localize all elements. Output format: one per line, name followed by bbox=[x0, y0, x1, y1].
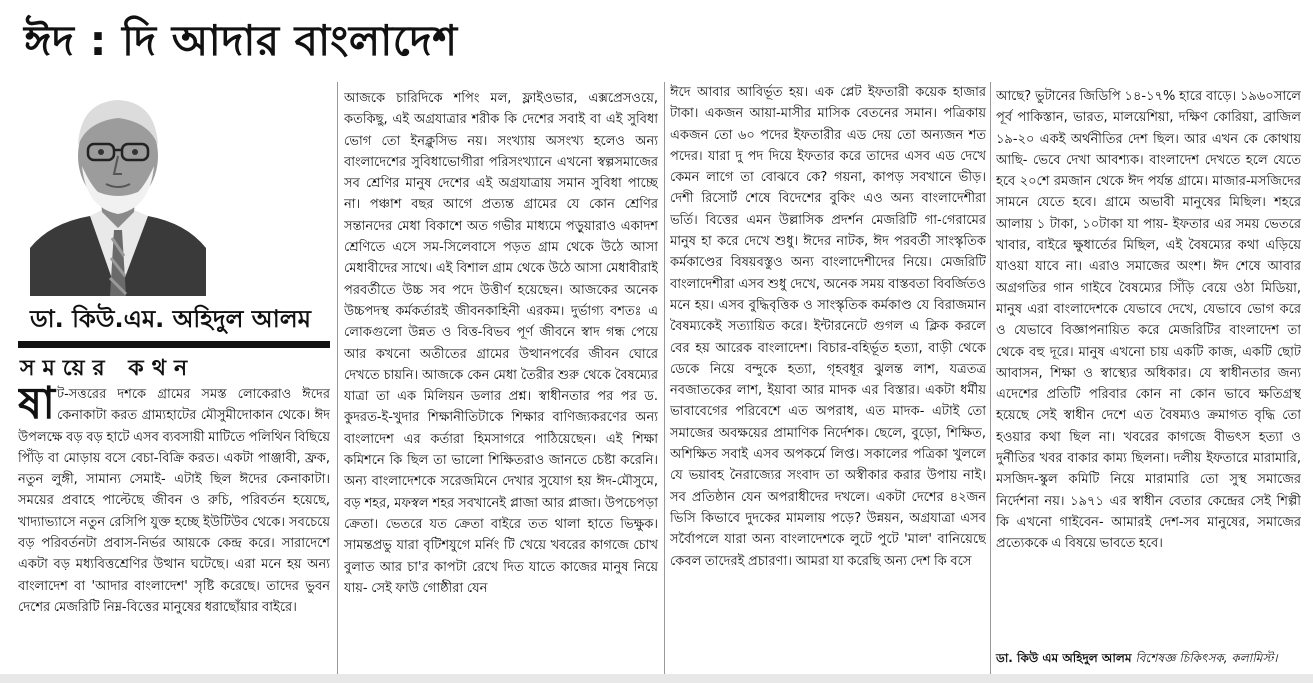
author-name: ডা. কিউ.এম. অহিদুল আলম bbox=[30, 305, 311, 333]
author-photo bbox=[30, 88, 206, 296]
column-4-text: আছে? ভুটানের জিডিপি ১৪-১৭% হারে বাড়ে। ১৯৬০সালে পূর্ব পাকিস্তান, ভারত, মালয়েশিয়া, দক্ষিণ কোরিয়া, ব্রাজিল ১৯-২০ একই অর্থনীতির দেশ ছিল। আর এখন কে কোথায় আছি- ভেবে দেখা আবশ্যক। বাংলাদেশ দেখতে হলে যেতে হবে ২০শে রমজান থেকে ঈদ পর্যন্ত গ্রামে। মাজার-মসজিদের সামনে যেতে হবে। গ্রামে অভাবী মানুষের মিছিল। শহরে আলায় ১ টাকা, ১০টাকা যা পায়- ইফতার এর সময় ভেতরে খাবার, বাইরে ক্ষুধার্তের মিছিল, এই বৈষম্যের কথা এড়িয়ে যাওয়া যাবে না। এরাও সমাজের অংশ। ঈদ শেষে আবার অগ্রগতির গান গাইবে বৈষম্যের সিঁড়ি বেয়ে ওঠা মিডিয়া, মানুষ এরা বাংলাদেশকে যেভাবে দেখে, যেভাবে ভোগ করে ও যেভাবে বিজ্ঞাপনায়িত করে মেজরিটির বাংলাদেশ তা থেকে বহু দূরে। মানুষ এখনো চায় একটি কাজ, একটি ছোট আবাসন, শিক্ষা ও স্বাস্থ্যের অধিকার। যে স্বাধীনতার জন্য এদেশের প্রতিটি পরিবার কোন না কোন ভাবে ক্ষতিগ্রস্থ হয়েছে সেই স্বাধীন দেশে এত বৈষম্যও ক্রমাগত বৃদ্ধি তো হওয়ার কথা ছিল না। খবরের কাগজে বীভৎস হত্যা ও দুর্নীতির খবর বাকার কাম্য ছিলনা। দলীয় ইফতারে মারামারি, মসজিদ-স্কুল কমিটি নিয়ে মারামারি তো সুস্থ সমাজের নির্দেশনা নয়। ১৯৭১ এর স্বাধীন বেতার কেন্দ্রের সেই শিল্পী কি এখনো গাইবেন- আমারই দেশ-সব মানুষের, সমাজের প্রত্যেককে এ বিষয়ে ভাবতে হবে। bbox=[996, 89, 1301, 552]
article-column-2 bbox=[344, 88, 658, 672]
column-name: সময়ের কথন bbox=[20, 356, 196, 381]
article-column-4 bbox=[996, 86, 1301, 552]
column-divider bbox=[990, 82, 991, 674]
headline: ঈদ : দি আদার বাংলাদেশ bbox=[24, 16, 458, 65]
column-1-text: ট-সত্তরের দশকে গ্রামের সমস্ত লোকেরাও ঈদের কেনাকাটা করত গ্রাম্যহাটের মৌসুমীদোকান থেকে। ঈদ উপলক্ষে বড় বড় হাটে এসব ব্যবসায়ী মাটিতে পলিথিন বিছিয়ে পিঁড়ি বা মোড়ায় বসে বেচা-বিক্রি করত। একটা পাঞ্জাবী, ফ্রক, নতুন লুঙ্গী, সামান্য সেমাই- এটাই ছিল ঈদের কেনাকাটা। সময়ের প্রবাহে পাল্টেছে জীবন ও রুচি, পরিবর্তন হয়েছে, খাদ্যাভ্যাসে নতুন রেসিপি যুক্ত হচ্ছে ইউটিউব থেকে। সবচেয়ে বড় পরিবর্তনটা প্রবাস-নির্ভর আয়কে কেন্দ্র করে। সারাদেশে একটা বড় মধ্যবিত্তশ্রেণির উত্থান ঘটেছে। এরা মনে হয় অন্য বাংলাদেশ বা 'আদার বাংলাদেশ' সৃষ্টি করেছে। তাদের ভুবন দেশের মেজরিটি নিম্ন-বিত্তের মানুষের ধরাছোঁয়ার বাইরে। bbox=[18, 387, 330, 615]
drop-cap: ষা bbox=[18, 384, 56, 429]
article-column-3 bbox=[670, 82, 986, 672]
column-3-text: ঈদে আবার আবির্ভূত হয়। এক প্লেট ইফতারী কয়েক হাজার টাকা। একজন আয়া-মাসীর মাসিক বেতনের সমান। পত্রিকায় একজন তো ৬০ পদের ইফতারীর এড দেয় তো অন্যজন শত পদের। যারা দু পদ দিয়ে ইফতার করে তাদের এসব এড দেখে কেমন লাগে তা বোঝবে কে? গয়না, কাপড় সবখানে ভীড়। দেশী রিসোর্ট শেষে বিদেশের বুকিং এও অন্য বাংলাদেশীরা ভর্তি। বিত্তের এমন উল্লাসিক প্রদর্শন মেজরিটি গা-গেরামের মানুষ হা করে দেখে শুধু। ঈদের নাটক, ঈদ পরবর্তী সাংস্কৃতিক কর্মকাণ্ডের বিষয়বস্তুও অন্য বাংলাদেশীদের নিয়ে। মেজরিটি বাংলাদেশীরা এসব শুধু দেখে, অনেক সময় বাস্তবতা বিবর্জিতও মনে হয়। এসব বুদ্ধিবৃত্তিক ও সাংস্কৃতিক কর্মকাণ্ড যে বিরাজমান বৈষম্যকেই সত্যায়িত করে। ইন্টারনেটে গুগল এ ক্লিক করলে বের হয় আরেক বাংলাদেশ। বিচার-বহির্ভূত হত্যা, বাড়ী থেকে ডেকে নিয়ে বন্দুকে হত্যা, গৃহবধূর ঝুলন্ত লাশ, যত্রতত্র নবজাতকের লাশ, ইয়াবা আর মাদক এর বিস্তার। একটা ধর্মীয় ভাবাবেগের পরিবেশে এত অপরাধ, এত মাদক- এটাই তো সমাজের অবক্ষয়ের প্রামাণিক নির্দেশক। ছেলে, বুড়ো, শিক্ষিত, অশিক্ষিত সবাই এসব অপকর্মে লিপ্ত। সকালের পত্রিকা খুললে যে ভয়াবহ নৈরাজ্যের সংবাদ তা অস্বীকার করার উপায় নাই। সব প্রতিষ্ঠান যেন অপরাধীদের দখলে। একটা দেশের ৪২জন ভিসি কিভাবে দুদকের মামলায় পড়ে? উন্নয়ন, অগ্রযাত্রা এসব সর্বৈাপলে যারা অন্য বাংলাদেশকে লুটে পুটে 'মাল' বানিয়েছে কেবল তাদেরই প্রচারণা। আমরা যা করেছি অন্য দেশ কি বসে bbox=[670, 85, 986, 569]
signature-role: বিশেষজ্ঞ চিকিৎসক, কলামিস্ট। bbox=[1135, 651, 1278, 665]
page-bottom-band bbox=[0, 674, 1313, 683]
signature-name: ডা. কিউ এম অহিদুল আলম bbox=[996, 651, 1132, 665]
article-column-1 bbox=[18, 384, 330, 670]
column-divider bbox=[337, 82, 338, 674]
column-divider bbox=[664, 82, 665, 674]
column-2-text: আজকে চারিদিকে শপিং মল, ফ্লাইওভার, এক্সপ্রেসওয়ে, কতকিছু, এই অগ্রযাত্রার শরীক কি দেশের সবাই বা এই সুবিধা ভোগ তো ইনক্লুসিভ নয়। সংখ্যায় অসংখ্য হলেও অন্য বাংলাদেশের সুবিধাভোগীরা পরিসংখ্যানে এখনো স্বল্পসমাজের সব শ্রেণির মানুষ দেশের এই অগ্রযাত্রায় সমান সুবিধা পাচ্ছে না। পঞ্চাশ বছর আগে প্রত্যন্ত গ্রামের যে কোন শ্রেণির সন্তানদের মেধা বিকাশে অত গভীর মাধ্যমে পড়ুয়ারাও একাদশ শ্রেণিতে এসে সম-সিলেবাসে পড়ত গ্রাম থেকে উঠে আসা মেধাবীদের সাথে। এই বিশাল গ্রাম থেকে উঠে আসা মেধাবীরাই পরবর্তীতে উচ্চ সব পদে উত্তীর্ণ হয়েছেন। আজকের অনেক উচ্চপদস্থ কর্মকর্তারই জীবনকাহিনী এরকম। দুর্ভাগ্য বশতঃ এ লোকগুলো উন্নত ও বিত্ত-বিভব পূর্ণ জীবনে স্বাদ গন্ধ পেয়ে আর কখনো অতীতের গ্রামের উত্থানপর্বের জীবন ঘোরে দেখতে চায়নি। আজকে কেন মেধা তৈরীর শুরু থেকে বৈষম্যের যাত্রা তা এক মিলিয়ন ডলার প্রশ্ন। স্বাধীনতার পর পর ড. কুদরত-ই-খুদার শিক্ষানীতিটাকে শিক্ষার বাণিজ্যকরণের অন্য বাংলাদেশ এর কর্তারা হিমসাগরে পাঠিয়েছেন। এই শিক্ষা কমিশনে কি ছিল তা ভালো শিক্ষিতরাও জানতে চেষ্টা করেনি। অন্য বাংলাদেশকে সরেজমিনে দেখার সুযোগ হয় ঈদ-মৌসুমে, বড় শহর, মফস্বল শহর সবখানেই প্লাজা আর প্লাজা। উপচেপড়া ক্রেতা। ভেতরে যত ক্রেতা বাইরে তত থালা হাতে ভিক্ষুক। সামন্তপ্রভু যারা বৃটিশযুগে মর্নিং টি খেয়ে খবরের কাগজে চোখ বুলাত আর চা'র কাপটা রেখে দিত যাতে কাজের মানুষ নিয়ে যায়- সেই ফাউ গোষ্ঠীরা যেন bbox=[344, 91, 658, 596]
heading-rule bbox=[18, 341, 330, 348]
signature bbox=[996, 648, 1306, 668]
